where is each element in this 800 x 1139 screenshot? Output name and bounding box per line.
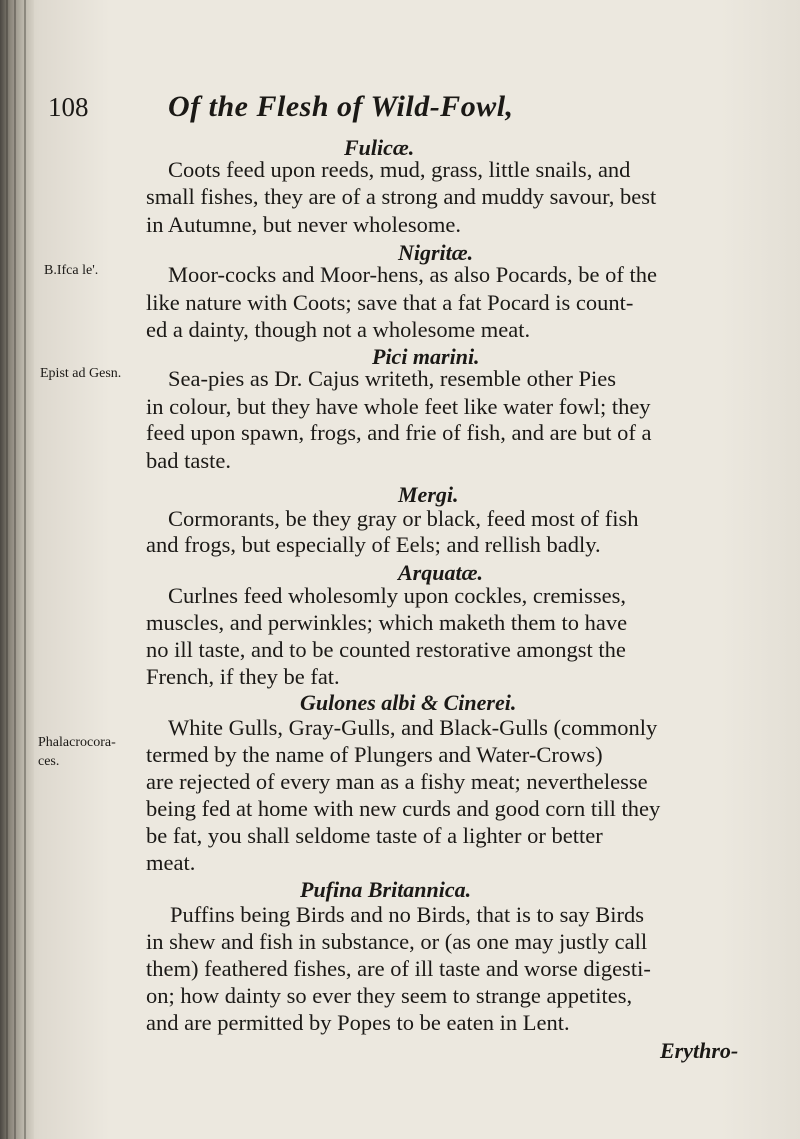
text-line: Moor-cocks and Moor-hens, as also Pocards, be of the	[168, 262, 657, 287]
heading-mergi: Mergi.	[398, 482, 459, 507]
text-line: be fat, you shall seldome taste of a lighter or better	[146, 823, 603, 848]
text-line: Puffins being Birds and no Birds, that is to say Birds	[170, 902, 644, 927]
sidenote-epist: Epist ad Gesn.	[40, 366, 122, 381]
text-line: being fed at home with new curds and good corn till they	[146, 796, 661, 821]
text-line: bad taste.	[146, 448, 231, 473]
text-line: are rejected of every man as a fishy meat; neverthelesse	[146, 769, 648, 794]
page-number: 108	[48, 92, 89, 122]
text-line: Curlnes feed wholesomly upon cockles, cremisses,	[168, 583, 627, 608]
running-head: Of the Flesh of Wild-Fowl,	[168, 90, 514, 123]
sidenote-phalacrocorax-1: Phalacrocora-	[38, 735, 116, 750]
sidenote-phalacrocorax-2: ces.	[38, 754, 60, 769]
heading-nigritae: Nigritæ.	[398, 240, 474, 265]
text-line: ed a dainty, though not a wholesome meat.	[146, 317, 531, 342]
heading-gulones: Gulones albi & Cinerei.	[300, 690, 517, 715]
heading-pici-marini: Pici marini.	[372, 344, 480, 369]
text-line: in colour, but they have whole feet like water fowl; they	[146, 394, 651, 419]
heading-arquatae: Arquatæ.	[398, 560, 483, 585]
gutter-line	[14, 0, 16, 1139]
text-line: small fishes, they are of a strong and muddy savour, best	[146, 184, 657, 209]
text-line: meat.	[146, 850, 196, 875]
text-line: White Gulls, Gray-Gulls, and Black-Gulls (commonly	[168, 715, 658, 740]
text-line: no ill taste, and to be counted restorative amongst the	[146, 637, 626, 662]
text-line: feed upon spawn, frogs, and frie of fish, and are but of a	[146, 420, 652, 445]
text-line: and frogs, but especially of Eels; and rellish badly.	[146, 532, 601, 557]
text-line: and are permitted by Popes to be eaten in Lent.	[146, 1010, 570, 1035]
page-gutter	[0, 0, 34, 1139]
catchword: Erythro-	[660, 1038, 739, 1063]
text-line: French, if they be fat.	[146, 664, 340, 689]
heading-fulicae: Fulicæ.	[344, 135, 415, 160]
text-line: muscles, and perwinkles; which maketh them to have	[146, 610, 628, 635]
text-line: in Autumne, but never wholesome.	[146, 212, 461, 237]
sidenote-bellonius: B.Ifca le'.	[44, 263, 99, 278]
heading-pufina: Pufina Britannica.	[300, 877, 472, 902]
text-line: like nature with Coots; save that a fat Pocard is count-	[146, 290, 634, 315]
text-line: termed by the name of Plungers and Water-Crows)	[146, 742, 603, 767]
text-line: them) feathered fishes, are of ill taste and worse digesti-	[146, 956, 651, 981]
gutter-line	[24, 0, 26, 1139]
text-line: in shew and fish in substance, or (as one may justly call	[146, 929, 648, 954]
text-line: Coots feed upon reeds, mud, grass, little snails, and	[168, 157, 631, 182]
text-line: Cormorants, be they gray or black, feed most of fish	[168, 506, 639, 531]
gutter-line	[6, 0, 8, 1139]
text-line: on; how dainty so ever they seem to strange appetites,	[146, 983, 633, 1008]
text-line: Sea-pies as Dr. Cajus writeth, resemble other Pies	[168, 366, 617, 391]
